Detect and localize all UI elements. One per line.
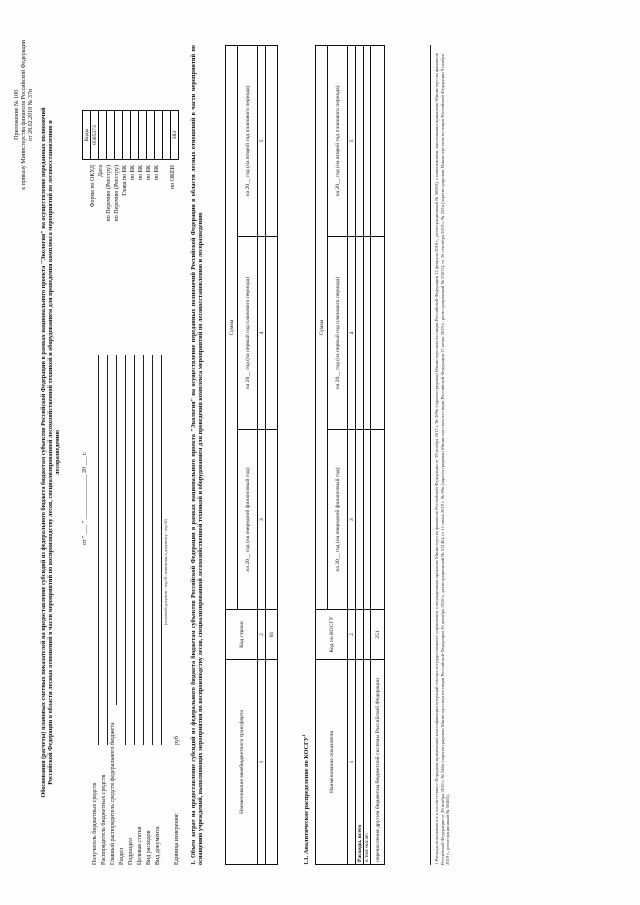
s1-row-year-2 bbox=[266, 236, 278, 429]
s1-num-5: 5 bbox=[258, 46, 266, 237]
code-label-blank bbox=[162, 165, 170, 265]
s11-row-total-y3 bbox=[356, 46, 364, 237]
s11-row-including-code bbox=[364, 610, 371, 660]
units-label: Единица измерения: bbox=[174, 812, 180, 865]
s1-num-2: 2 bbox=[258, 610, 266, 660]
s11-num-3: 3 bbox=[348, 430, 356, 610]
code-value-okei: 383 bbox=[171, 111, 179, 160]
s11-col-sum: Сумма bbox=[316, 46, 328, 610]
form-title: Обоснования (расчеты) плановых сметных показателей на предоставление субсидий из федерального бюджета бюджетам субъектов Российской Федерации в рамках национального проекта "Экология" на осуществление переданных полномочий Российской Федерации в области лесных отношений в части мероприятий по воспроизводству лесов, специализированной лесохозяйственной техникой и оборудованием для проведения комплекса мероприятий по лесовосстановлению и лесоразведению bbox=[40, 107, 61, 798]
s11-row-transfers-y3 bbox=[371, 46, 385, 237]
code-value-blank bbox=[163, 111, 171, 160]
field-section-label: Раздел bbox=[119, 848, 125, 865]
appendix-line-2: к приказу Министерства финансов Российской Федерации bbox=[21, 40, 27, 190]
s11-row-transfers-name: перечисления другим бюджетам бюджетной системы Российской Федерации bbox=[371, 660, 385, 865]
date-line: от " ___ " _______________ 20 ___ г. bbox=[82, 451, 88, 545]
code-value-okud: 0505373 bbox=[91, 111, 99, 160]
code-value-bk-4 bbox=[155, 111, 163, 160]
code-value-bk-2 bbox=[139, 111, 147, 160]
field-doc-type-line bbox=[161, 355, 162, 745]
s1-col-year-1: на 20__ год (на очередной финансовый год) bbox=[238, 430, 258, 610]
appendix-block bbox=[14, 40, 35, 190]
codes-header: Коды bbox=[83, 111, 91, 160]
s1-col-sum: Сумма bbox=[226, 46, 238, 610]
s1-col-name: Наименование межбюджетного трансферта bbox=[226, 660, 258, 865]
code-label-registry-2: по Перечню (Реестру) bbox=[114, 165, 120, 222]
code-value-bk-3 bbox=[147, 111, 155, 160]
section-1-1-footnote-mark: 1 bbox=[301, 734, 306, 737]
appendix-line-1: Приложение № 100 bbox=[14, 89, 20, 140]
units-value: руб bbox=[174, 736, 180, 745]
section-1-heading: 1. Объем затрат на предоставление субсидий из федерального бюджета бюджетам субъектов Российской Федерации в рамках национального проекта "Экология" на осуществление переданных полномочий Российской Федерации в области лесных отношений в части мероприятий по оснащению учреждений, выполняющих мероприятия по воспроизводству лесов, специализированной лесохозяйственной техникой и оборудованием для проведения комплекса мероприятий по лесовосстановлению и лесоразведению bbox=[190, 45, 204, 865]
code-label-bk-4: по БК bbox=[154, 165, 160, 181]
s11-col-name: Наименование показателя bbox=[316, 660, 348, 865]
field-distributor-line bbox=[107, 355, 108, 745]
field-doc-type-label: Вид документа bbox=[155, 826, 161, 865]
codes-labels bbox=[82, 165, 178, 265]
s11-num-2: 2 bbox=[348, 610, 356, 660]
s11-row-including-y1 bbox=[364, 430, 371, 610]
s11-row-transfers-code: 251 bbox=[371, 610, 385, 660]
section-1-1-title: 1.1. Аналитическое распределение по КОСГУ bbox=[303, 736, 311, 865]
s11-row-transfers-y2 bbox=[371, 236, 385, 429]
s11-row-total-y2 bbox=[356, 236, 364, 429]
s11-row-including-y2 bbox=[364, 236, 371, 429]
s1-col-code: Код строки bbox=[226, 610, 258, 660]
section-1-1-heading bbox=[300, 735, 310, 865]
field-recipient-line bbox=[98, 355, 99, 745]
s1-col-year-3: на 20__ год (на второй год планового периода) bbox=[238, 46, 258, 237]
s11-col-year-2: на 20__ год (на первый год планового периода) bbox=[328, 236, 348, 429]
field-subsection-label: Подраздел bbox=[128, 838, 134, 865]
field-expense-type-label: Вид расходов bbox=[146, 830, 152, 865]
s11-col-year-3: на 20__ год (на второй год планового периода) bbox=[328, 46, 348, 237]
field-main-distributor-label: Главный распорядитель средств федерального бюджета bbox=[110, 722, 116, 865]
field-distributor-label: Распорядитель бюджетных средств bbox=[101, 774, 107, 865]
s1-row-year-1 bbox=[266, 430, 278, 610]
code-label-bk-1: по БК bbox=[130, 165, 136, 181]
field-expense-type-line bbox=[152, 355, 153, 745]
s1-row-year-3 bbox=[266, 46, 278, 237]
code-value-bk-1 bbox=[131, 111, 139, 160]
s11-row-transfers-y1 bbox=[371, 430, 385, 610]
code-value-date bbox=[99, 111, 107, 160]
s1-num-1: 1 bbox=[258, 660, 266, 865]
code-label-okud: Форма по ОКУД bbox=[90, 165, 96, 208]
code-label-registry-1: по Перечню (Реестру) bbox=[106, 165, 112, 222]
field-target-article-line bbox=[143, 355, 144, 745]
code-label-okei: по ОКЕИ bbox=[170, 165, 176, 190]
footnote-text: 1 Расходы показываются в соответствии с Порядком применения классификации операций сектора государственного управления, утвержденным приказом Министерства финансов Российской Федерации от 29 ноября 2017 г. № 209н (зарегистрирован Министерством юстиции Российской Федерации 12 февраля 2018 г., регистрационный № 50003), с изменениями, внесенными приказами Министерства финансов Российской Федерации от 30 ноября 2018 г. № 246н (зарегистрирован Министерством юстиции Российской Федерации 26 декабря 2018 г., регистрационный № 53140), от 11 июня 2019 г. № 89н (зарегистрирован Министерством юстиции Российской Федерации 27 июня 2019 г., регистрационный № 55072), от 26 сентября 2019 г. № 222н (зарегистрирован Министерством юстиции Российской Федерации 9 ноября 2019 г., регистрационный № 56483). bbox=[434, 53, 451, 865]
field-target-article-label: Целевая статья bbox=[137, 826, 143, 865]
s11-col-code: Код по КОСГУ bbox=[316, 610, 348, 660]
s1-num-4: 4 bbox=[258, 236, 266, 429]
s1-row-code: 01 bbox=[266, 610, 278, 660]
field-subsection-line bbox=[134, 355, 135, 745]
s11-row-total-name: Расходы, всего bbox=[356, 660, 364, 865]
code-label-date: Дата bbox=[98, 165, 104, 177]
code-label-chapter: Глава по БК bbox=[122, 165, 128, 196]
s11-row-total-y1 bbox=[356, 430, 364, 610]
codes-table bbox=[82, 110, 179, 160]
s1-num-3: 3 bbox=[258, 430, 266, 610]
s1-row-name bbox=[266, 660, 278, 865]
s11-col-year-1: на 20__ год (на очередной финансовый год) bbox=[328, 430, 348, 610]
s11-num-5: 5 bbox=[348, 46, 356, 237]
code-value-registry-1 bbox=[107, 111, 115, 160]
s11-row-including-name: в том числе: bbox=[364, 660, 371, 865]
s11-row-total-code bbox=[356, 610, 364, 660]
code-label-bk-2: по БК bbox=[138, 165, 144, 181]
doc-type-note: (основной документ - код 01; изменения к документу - код 02) bbox=[163, 519, 168, 625]
code-label-bk-3: по БК bbox=[146, 165, 152, 181]
field-recipient-label: Получатель бюджетных средств bbox=[92, 782, 98, 865]
s11-num-1: 1 bbox=[348, 660, 356, 865]
section-1-1-table bbox=[315, 45, 385, 865]
s11-row-including-y3 bbox=[364, 46, 371, 237]
footnote-block bbox=[430, 45, 451, 865]
code-value-chapter bbox=[123, 111, 131, 160]
appendix-line-3: от 28.02.2018 № 37н bbox=[28, 88, 34, 141]
code-value-registry-2 bbox=[115, 111, 123, 160]
section-1-table bbox=[225, 45, 278, 865]
field-main-distributor-line bbox=[116, 355, 117, 705]
field-section-line bbox=[125, 355, 126, 745]
s1-col-year-2: на 20__ год (на первый год планового периода) bbox=[238, 236, 258, 429]
s11-num-4: 4 bbox=[348, 236, 356, 429]
